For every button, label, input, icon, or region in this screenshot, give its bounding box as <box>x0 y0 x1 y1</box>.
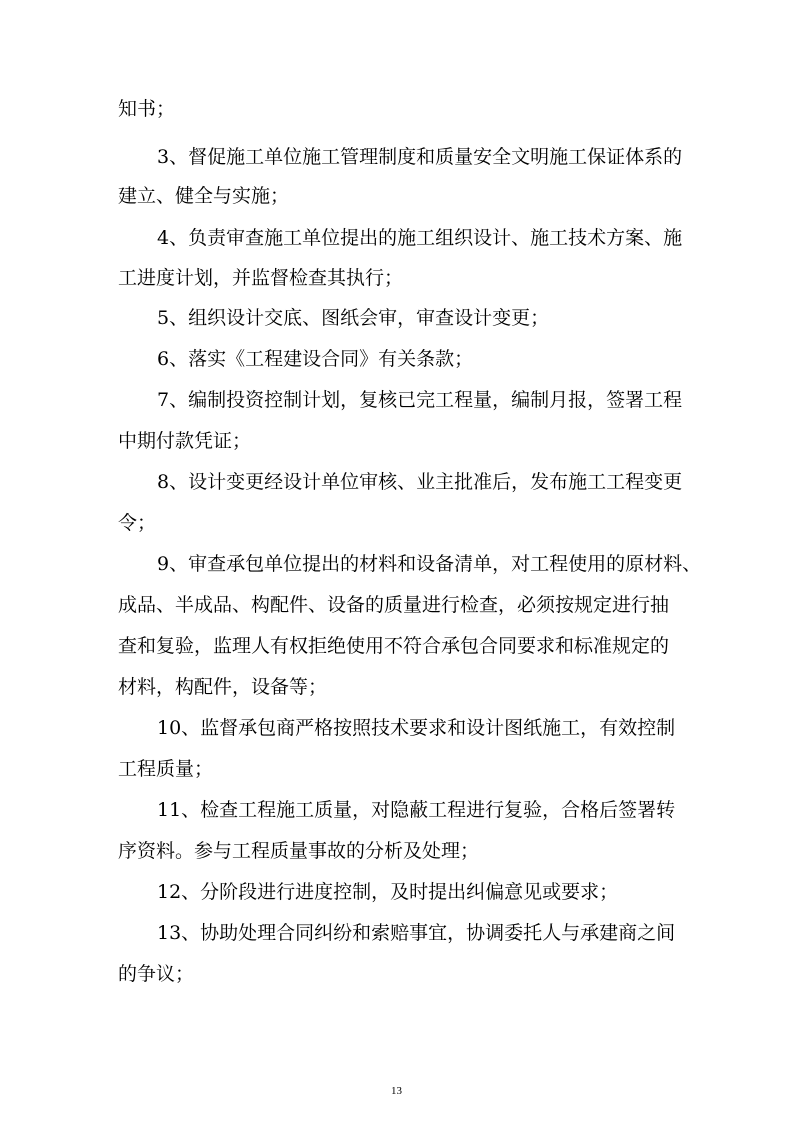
text-line: 建立、健全与实施； <box>118 185 290 207</box>
text-line: 3、督促施工单位施工管理制度和质量安全文明施工保证体系的 <box>157 146 683 168</box>
text-line: 11、检查工程施工质量，对隐蔽工程进行复验，合格后签署转 <box>157 799 676 821</box>
text-line: 9、审查承包单位提出的材料和设备清单，对工程使用的原材料、 <box>157 553 702 575</box>
text-line: 8、设计变更经设计单位审核、业主批准后，发布施工工程变更 <box>157 471 683 493</box>
text-line: 10、监督承包商严格按照技术要求和设计图纸施工，有效控制 <box>157 717 676 739</box>
text-line: 工进度计划，并监督检查其执行； <box>118 267 404 289</box>
page-number: 13 <box>391 1085 402 1097</box>
text-line: 知书； <box>118 98 176 120</box>
text-line: 12、分阶段进行进度控制，及时提出纠偏意见或要求； <box>157 881 619 903</box>
text-line: 的争议； <box>118 963 195 985</box>
text-line: 成品、半成品、构配件、设备的质量进行检查，必须按规定进行抽 <box>118 594 670 616</box>
text-line: 6、落实《工程建设合同》有关条款； <box>157 348 474 370</box>
text-line: 5、组织设计交底、图纸会审，审查设计变更； <box>157 307 550 329</box>
text-line: 查和复验，监理人有权拒绝使用不符合承包合同要求和标准规定的 <box>118 635 670 657</box>
text-line: 序资料。参与工程质量事故的分析及处理； <box>118 840 480 862</box>
text-line: 7、编制投资控制计划，复核已完工程量，编制月报，签署工程 <box>157 389 683 411</box>
text-line: 材料，构配件，设备等； <box>118 676 328 698</box>
text-line: 工程质量； <box>118 758 214 780</box>
text-line: 13、协助处理合同纠纷和索赔事宜，协调委托人与承建商之间 <box>157 922 676 944</box>
text-line: 4、负责审查施工单位提出的施工组织设计、施工技术方案、施 <box>157 227 683 249</box>
text-line: 中期付款凭证； <box>118 430 252 452</box>
text-line: 令； <box>118 512 157 534</box>
